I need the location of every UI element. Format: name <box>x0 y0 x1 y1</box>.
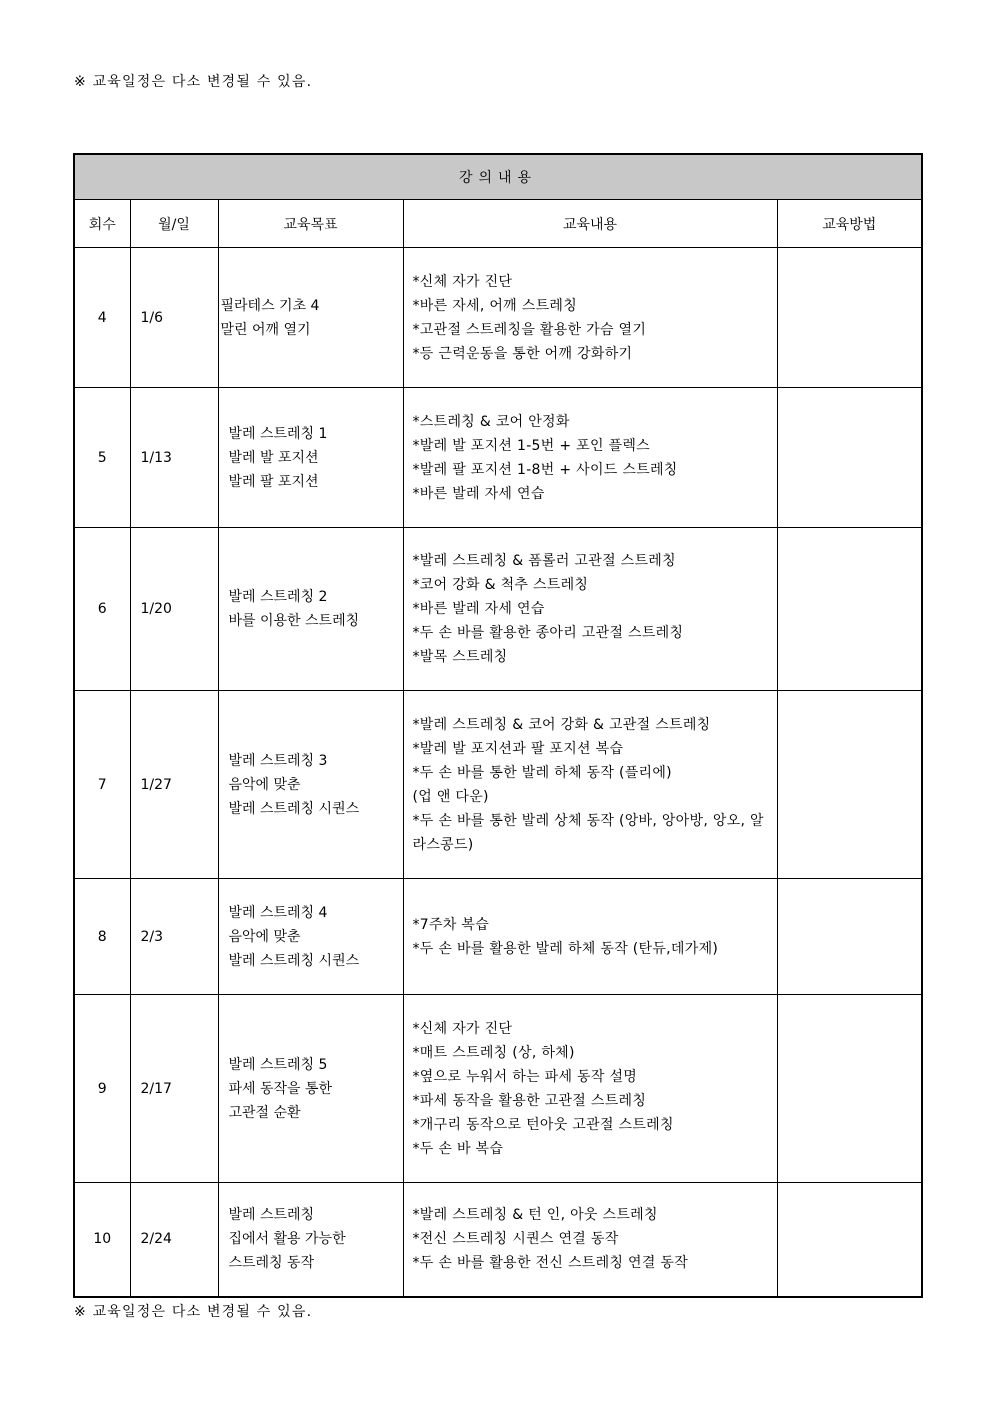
session-method <box>777 1183 922 1297</box>
goal-line: 파세 동작을 통한 <box>228 1080 333 1097</box>
goal-line: 발레 스트레칭 <box>228 1207 315 1224</box>
content-line: *옆으로 누워서 하는 파세 동작 설명 <box>412 1068 638 1085</box>
content-line: *두 손 바를 활용한 종아리 고관절 스트레칭 <box>412 625 684 641</box>
session-content <box>403 248 777 388</box>
table-row <box>74 528 922 691</box>
content-line: *두 손 바를 활용한 전신 스트레칭 연결 동작 <box>412 1255 689 1272</box>
session-method <box>777 691 922 879</box>
session-date: 1/20 <box>130 528 218 691</box>
session-goal <box>218 879 403 995</box>
content-line: *파세 동작을 활용한 고관절 스트레칭 <box>412 1092 647 1109</box>
goal-line: 말린 어깨 열기 <box>220 321 311 338</box>
content-line: (업 앤 다운) <box>412 788 489 805</box>
content-line: *발목 스트레칭 <box>412 649 508 665</box>
content-line: *고관절 스트레칭을 활용한 가슴 열기 <box>412 321 647 338</box>
table-row <box>74 879 922 995</box>
session-goal <box>218 248 403 388</box>
header-content: 교육내용 <box>403 200 777 248</box>
goal-line: 발레 팔 포지션 <box>228 473 319 490</box>
goal-line: 발레 스트레칭 5 <box>228 1056 328 1073</box>
content-line: *스트레칭 & 코어 안정화 <box>412 413 570 430</box>
content-line: *등 근력운동을 통한 어깨 강화하기 <box>412 345 633 362</box>
content-line: *7주차 복습 <box>412 916 490 933</box>
goal-line: 음악에 맞춘 <box>228 928 301 945</box>
goal-line: 고관절 순환 <box>228 1104 301 1121</box>
session-number: 4 <box>74 248 130 388</box>
table-row <box>74 388 922 528</box>
session-content <box>403 1183 777 1297</box>
session-date: 1/27 <box>130 691 218 879</box>
content-line: *두 손 바를 통한 발레 상체 동작 (앙바, 앙아방, 앙오, 알라스콩드) <box>412 812 764 853</box>
content-line: *신체 자가 진단 <box>412 1020 513 1037</box>
session-goal <box>218 691 403 879</box>
content-line: *발레 스트레칭 & 코어 강화 & 고관절 스트레칭 <box>412 716 711 733</box>
content-line: *두 손 바를 활용한 발레 하체 동작 (탄듀,데가제) <box>412 940 719 957</box>
content-line: *두 손 바를 통한 발레 하체 동작 (플리에) <box>412 764 672 781</box>
session-number: 10 <box>74 1183 130 1297</box>
session-goal <box>218 1183 403 1297</box>
goal-line: 발레 스트레칭 시퀀스 <box>228 800 360 817</box>
session-method <box>777 879 922 995</box>
session-number: 5 <box>74 388 130 528</box>
content-line: *발레 팔 포지션 1-8번 + 사이드 스트레칭 <box>412 461 678 478</box>
content-line: *바른 발레 자세 연습 <box>412 485 545 502</box>
header-date: 월/일 <box>130 200 218 248</box>
goal-line: 집에서 활용 가능한 <box>228 1231 346 1248</box>
schedule-notice-top: ※ 교육일정은 다소 변경될 수 있음. <box>74 74 313 90</box>
session-goal <box>218 528 403 691</box>
goal-line: 음악에 맞춘 <box>228 776 301 793</box>
content-line: *발레 발 포지션과 팔 포지션 복습 <box>412 740 624 757</box>
table-row <box>74 995 922 1183</box>
goal-line: 필라테스 기초 4 <box>220 297 320 314</box>
session-number: 9 <box>74 995 130 1183</box>
session-method <box>777 248 922 388</box>
session-content <box>403 388 777 528</box>
session-number: 6 <box>74 528 130 691</box>
header-session: 회수 <box>74 200 130 248</box>
content-line: *개구리 동작으로 턴아웃 고관절 스트레칭 <box>412 1116 674 1133</box>
goal-line: 스트레칭 동작 <box>228 1255 315 1272</box>
table-row <box>74 1183 922 1297</box>
session-method <box>777 995 922 1183</box>
content-line: *바른 발레 자세 연습 <box>412 601 545 617</box>
session-content <box>403 879 777 995</box>
goal-line: 바를 이용한 스트레칭 <box>228 613 360 629</box>
session-date: 2/17 <box>130 995 218 1183</box>
lecture-schedule-table <box>73 153 923 1298</box>
goal-line: 발레 스트레칭 3 <box>228 752 328 769</box>
session-content <box>403 995 777 1183</box>
header-method: 교육방법 <box>777 200 922 248</box>
content-line: *발레 스트레칭 & 폼롤러 고관절 스트레칭 <box>412 553 676 569</box>
session-number: 8 <box>74 879 130 995</box>
session-date: 2/24 <box>130 1183 218 1297</box>
goal-line: 발레 스트레칭 4 <box>228 904 328 921</box>
session-goal <box>218 995 403 1183</box>
session-content <box>403 691 777 879</box>
header-goal: 교육목표 <box>218 200 403 248</box>
content-line: *신체 자가 진단 <box>412 273 513 290</box>
session-date: 2/3 <box>130 879 218 995</box>
goal-line: 발레 스트레칭 1 <box>228 425 328 442</box>
content-line: *전신 스트레칭 시퀀스 연결 동작 <box>412 1231 619 1248</box>
table-row <box>74 248 922 388</box>
goal-line: 발레 발 포지션 <box>228 449 319 466</box>
schedule-notice-bottom: ※ 교육일정은 다소 변경될 수 있음. <box>74 1304 313 1320</box>
session-method <box>777 528 922 691</box>
content-line: *발레 발 포지션 1-5번 + 포인 플렉스 <box>412 437 650 454</box>
session-method <box>777 388 922 528</box>
content-line: *두 손 바 복습 <box>412 1140 504 1157</box>
session-content <box>403 528 777 691</box>
goal-line: 발레 스트레칭 2 <box>228 589 328 605</box>
session-number: 7 <box>74 691 130 879</box>
session-date: 1/6 <box>130 248 218 388</box>
content-line: *코어 강화 & 척추 스트레칭 <box>412 577 589 593</box>
session-goal <box>218 388 403 528</box>
table-title: 강의내용 <box>74 154 922 200</box>
session-date: 1/13 <box>130 388 218 528</box>
content-line: *매트 스트레칭 (상, 하체) <box>412 1044 575 1061</box>
table-row <box>74 691 922 879</box>
content-line: *발레 스트레칭 & 턴 인, 아웃 스트레칭 <box>412 1207 658 1224</box>
content-line: *바른 자세, 어깨 스트레칭 <box>412 297 578 314</box>
goal-line: 발레 스트레칭 시퀀스 <box>228 952 360 969</box>
